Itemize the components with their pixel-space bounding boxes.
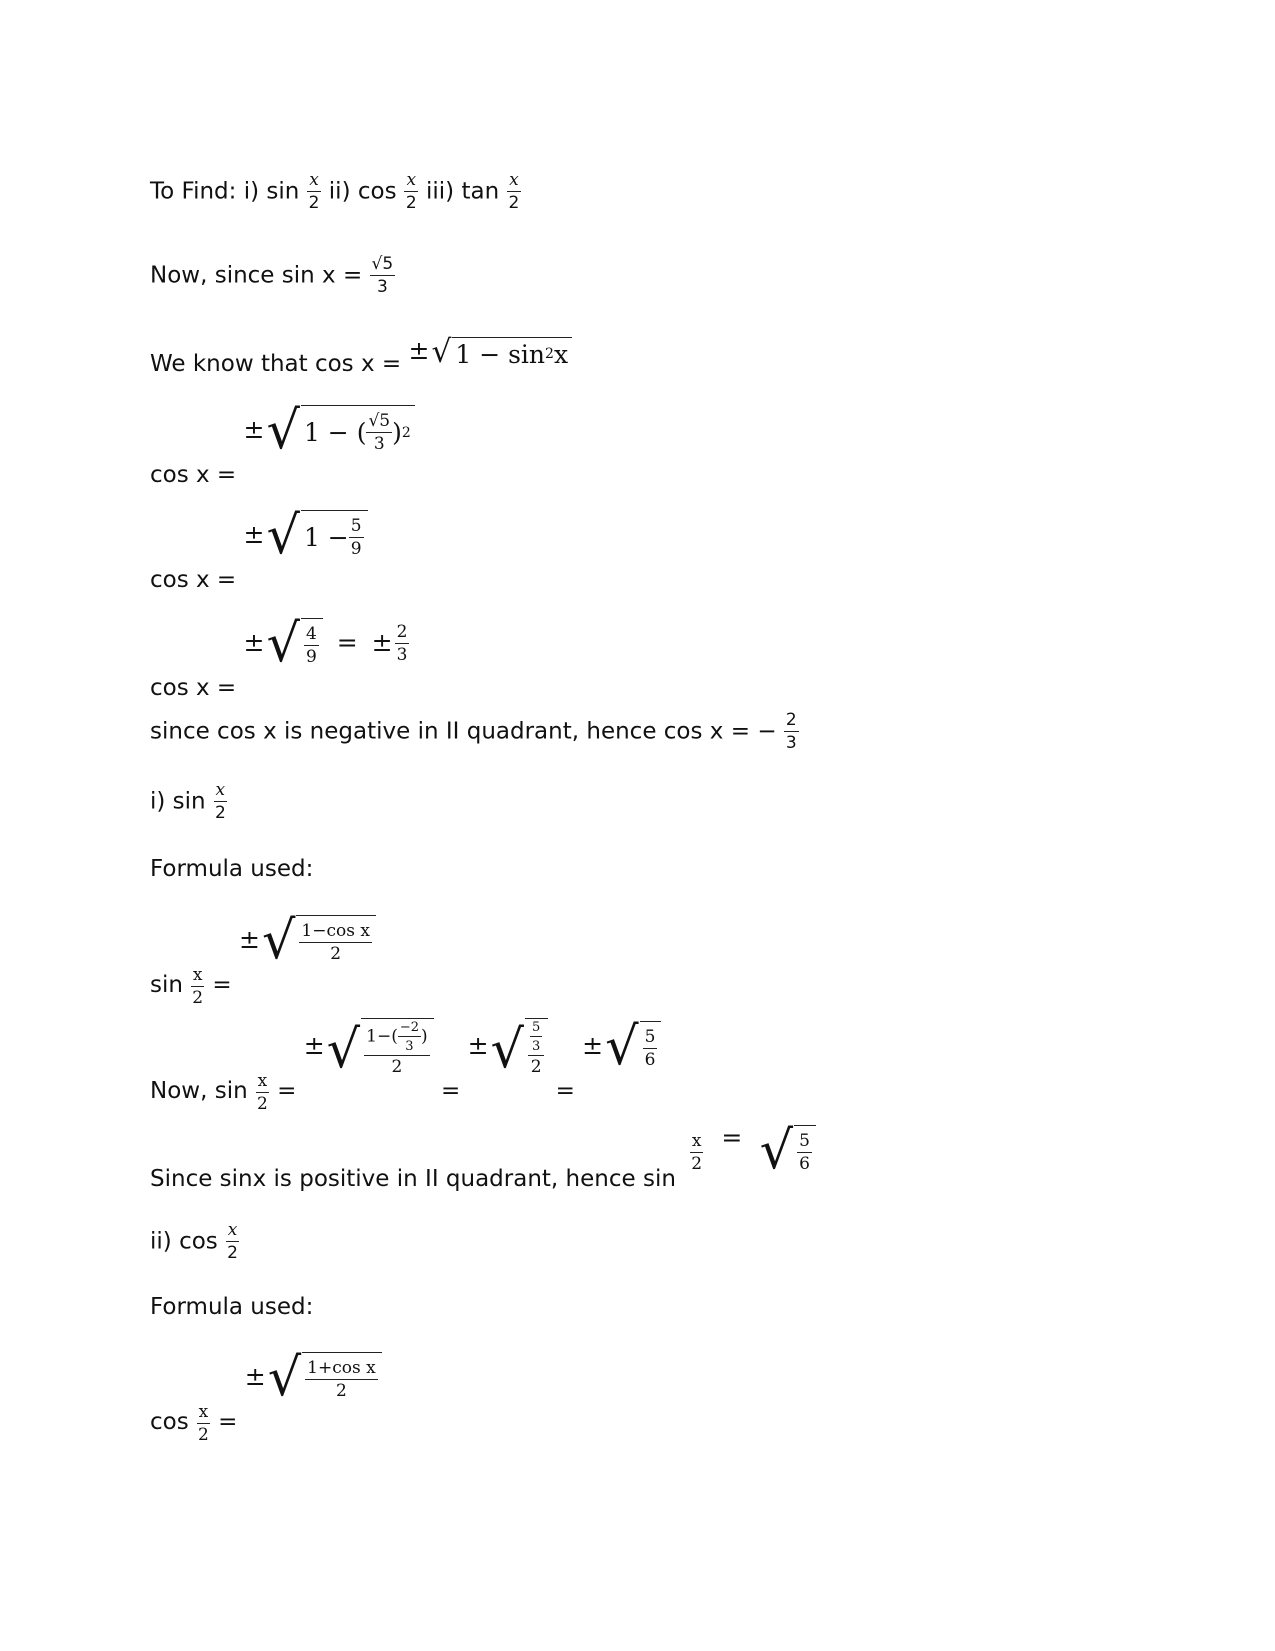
- formula-used-label: Formula used:: [150, 856, 314, 882]
- cos-step-2-line: cos x = ± √ 1 − $\frac{5}{9}$: [150, 510, 368, 593]
- part-ii-heading: ii) cos $\frac{x}{2}$: [150, 1220, 238, 1263]
- fraction-x-over-2: $\frac{x}{2}$: [308, 170, 320, 213]
- sqrt-symbol: √: [266, 613, 300, 674]
- sqrt-symbol: √: [261, 910, 296, 971]
- cos-negative-line: since cos x is negative in II quadrant, hence cos x = − $\frac{2}{3}$: [150, 710, 797, 753]
- fraction-root5-over-3: $\frac{√5}{3}$: [371, 254, 394, 297]
- pm-sqrt-expression: ± √ 1 − $\frac{5}{9}$: [244, 510, 368, 563]
- to-find-line: To Find: i) sin $\frac{x}{2}$ ii) cos $\frac{x}{2}$ iii) tan $\frac{x}{2}$: [150, 170, 520, 213]
- pm-sqrt-expression: ± √ $\frac{\text{1−cos x}}{2}$: [239, 915, 376, 968]
- sqrt-symbol: √: [759, 1120, 794, 1182]
- sqrt-symbol: √: [326, 1018, 361, 1080]
- pm-sqrt-expression-c: ± √ $\frac{5}{6}$: [582, 1021, 661, 1074]
- fraction-x-over-2: $\frac{x}{2}$: [227, 1220, 238, 1263]
- pm-sqrt-expression: ± √ 1 − sin 2 x: [408, 336, 572, 365]
- fraction-x-over-2: $\frac{x}{2}$: [405, 170, 417, 213]
- formula-used-label-2: Formula used:: [150, 1294, 314, 1320]
- sqrt-symbol: √: [267, 1347, 302, 1408]
- sqrt-symbol: √: [431, 334, 452, 371]
- part-i-heading: i) sin $\frac{x}{2}$: [150, 780, 226, 823]
- sin-positive-line: Since sinx is positive in II quadrant, hence sin $\frac{x}{2}$ = √ $\frac{5}{6}$: [150, 1120, 816, 1192]
- fraction-2-over-3: $\frac{2}{3}$: [785, 710, 797, 753]
- fraction-x-over-2: $\frac{x}{2}$: [214, 780, 226, 823]
- sqrt-symbol: √: [490, 1018, 524, 1080]
- fraction-x-over-2: $\frac{x}{2}$: [508, 170, 520, 213]
- sin-half-computation-line: Now, sin $\frac{x}{2}$ = ± √ 1−( $\frac{-2}{3}$ ) 2 = ± √ $\frac{\frac{5}{3}}{2}$ = ± √ $\frac{5}{6}$: [150, 1018, 661, 1113]
- pm-sqrt-expression: ± √ 1 − ( $\frac{√5}{3}$ ) 2: [244, 405, 415, 458]
- cos-identity-line: We know that cos x = ± √ 1 − sin 2 x: [150, 336, 572, 377]
- pm-sqrt-expression: ± √ $\frac{\text{1+cos x}}{2}$: [245, 1352, 382, 1405]
- cos-step-1-line: cos x = ± √ 1 − ( $\frac{√5}{3}$ ) 2: [150, 405, 415, 488]
- pm-sqrt-expression-b: ± √ $\frac{\frac{5}{3}}{2}$: [468, 1018, 549, 1076]
- sqrt-expression: √ $\frac{5}{6}$: [760, 1125, 816, 1178]
- sqrt-symbol: √: [266, 400, 300, 461]
- sin-x-given-line: Now, since sin x = $\frac{√5}{3}$: [150, 254, 394, 297]
- cos-step-3-line: cos x = ± √ $\frac{4}{9}$ = ± $\frac{2}{3}$: [150, 613, 408, 701]
- cos-half-formula-line: cos $\frac{x}{2}$ = ± √ $\frac{\text{1+cos x}}{2}$: [150, 1352, 382, 1444]
- sin-half-formula-line: sin $\frac{x}{2}$ = ± √ $\frac{\text{1−cos x}}{2}$: [150, 915, 376, 1007]
- sqrt-symbol: √: [371, 254, 383, 274]
- sqrt-symbol: √: [266, 505, 300, 566]
- sqrt-symbol: √: [605, 1015, 639, 1077]
- pm-sqrt-expression-a: ± √ 1−( $\frac{-2}{3}$ ) 2: [304, 1018, 434, 1076]
- pm-sqrt-expression: ± √ $\frac{4}{9}$ = ± $\frac{2}{3}$: [243, 613, 408, 674]
